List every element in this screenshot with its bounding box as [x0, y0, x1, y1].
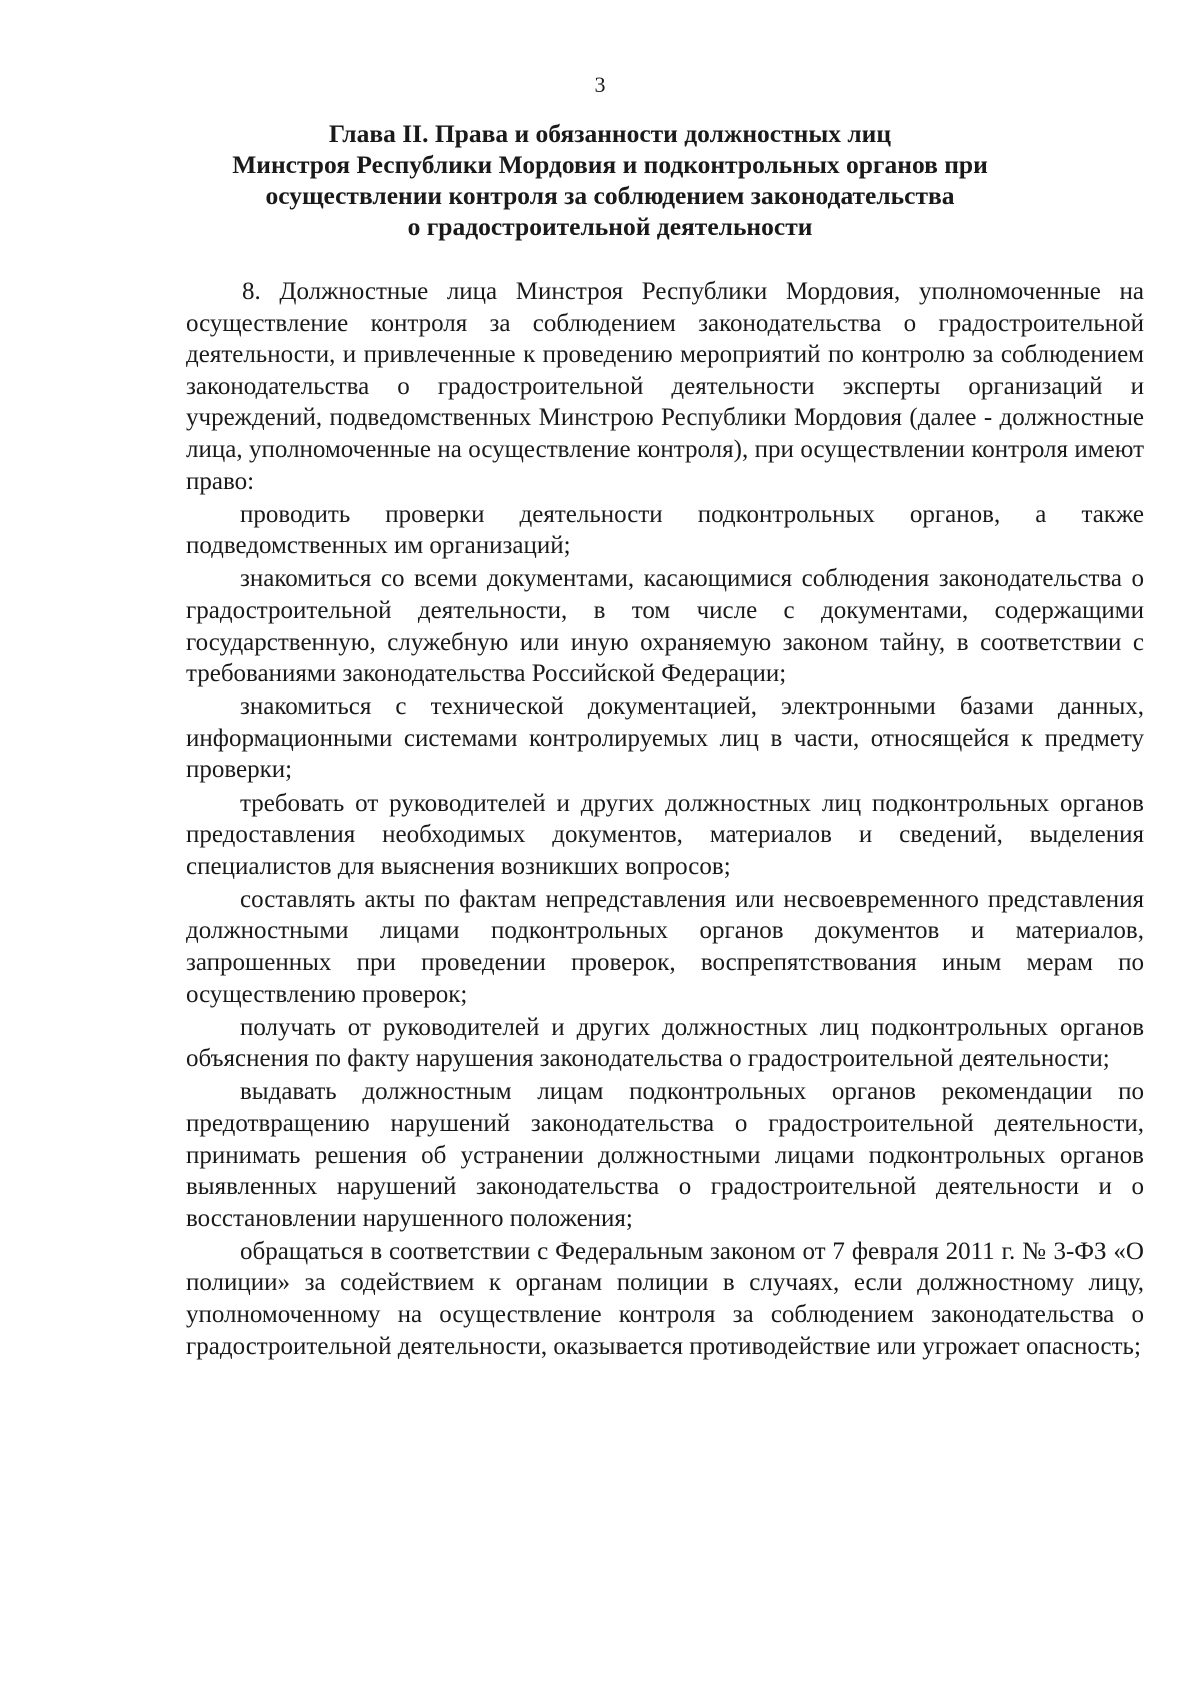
paragraph-right-documents: знакомиться со всеми документами, касающимися соблюдения законодательства о градостроительной деятельности, в том числе с документами, содержащими государственную, служебную или иную охраняемую законом тайну, в соответствии с требованиями законодательства Российской Федерации;: [186, 565, 1144, 688]
paragraph-right-recommendations: выдавать должностным лицам подконтрольных органов рекомендации по предотвращению нарушений законодательства о градостроительной деятельности, принимать решения об устранении должностными лицами подконтрольных органов выявленных нарушений законодательства о градостроительной деятельности и о восстановлении нарушенного положения;: [186, 1078, 1144, 1232]
paragraph-right-inspections: проводить проверки деятельности подконтрольных органов, а также подведомственных им организаций;: [186, 500, 1144, 560]
chapter-heading-line: Глава II. Права и обязанности должностных лиц: [328, 119, 892, 148]
page-number: 3: [594, 72, 606, 97]
chapter-heading-line: осуществлении контроля за соблюдением законодательства: [265, 181, 955, 210]
paragraph-right-draw-acts: составлять акты по фактам непредставления или несвоевременного представления должностными лицами подконтрольных органов документов и материалов, запрошенных при проведении проверок, воспрепятствования иным мерам по осуществлению проверок;: [186, 885, 1144, 1008]
paragraph-right-technical-docs: знакомиться с технической документацией, электронными базами данных, информационными системами контролируемых лиц в части, относящейся к предмету проверки;: [186, 693, 1144, 784]
chapter-heading-line: о градостроительной деятельности: [407, 212, 813, 241]
paragraph-right-request-materials: требовать от руководителей и других должностных лиц подконтрольных органов предоставления необходимых документов, материалов и сведений, выделения специалистов для выяснения возникших вопросов;: [186, 789, 1144, 880]
paragraph-right-police: обращаться в соответствии с Федеральным законом от 7 февраля 2011 г. № 3-ФЗ «О полиции» за содействием к органам полиции в случаях, если должностному лицу, уполномоченному на осуществление контроля за соблюдением законодательства о градостроительной деятельности, оказывается противодействие или угрожает опасность;: [186, 1237, 1144, 1360]
paragraph-right-explanations: получать от руководителей и других должностных лиц подконтрольных органов объяснения по факту нарушения законодательства о градостроительной деятельности;: [186, 1013, 1144, 1073]
document-body: [186, 276, 1144, 1364]
paragraph-clause-8: 8. Должностные лица Минстроя Республики Мордовия, уполномоченные на осуществление контроля за соблюдением законодательства о градостроительной деятельности, и привлеченные к проведению мероприятий по контролю за соблюдением законодательства о градостроительной деятельности эксперты организаций и учреждений, подведомственных Минстрою Республики Мордовия (далее - должностные лица, уполномоченные на осуществление контроля), при осуществлении контроля имеют право:: [186, 278, 1144, 495]
chapter-heading-line: Минстроя Республики Мордовия и подконтрольных органов при: [232, 150, 988, 179]
chapter-heading: [210, 118, 1010, 242]
